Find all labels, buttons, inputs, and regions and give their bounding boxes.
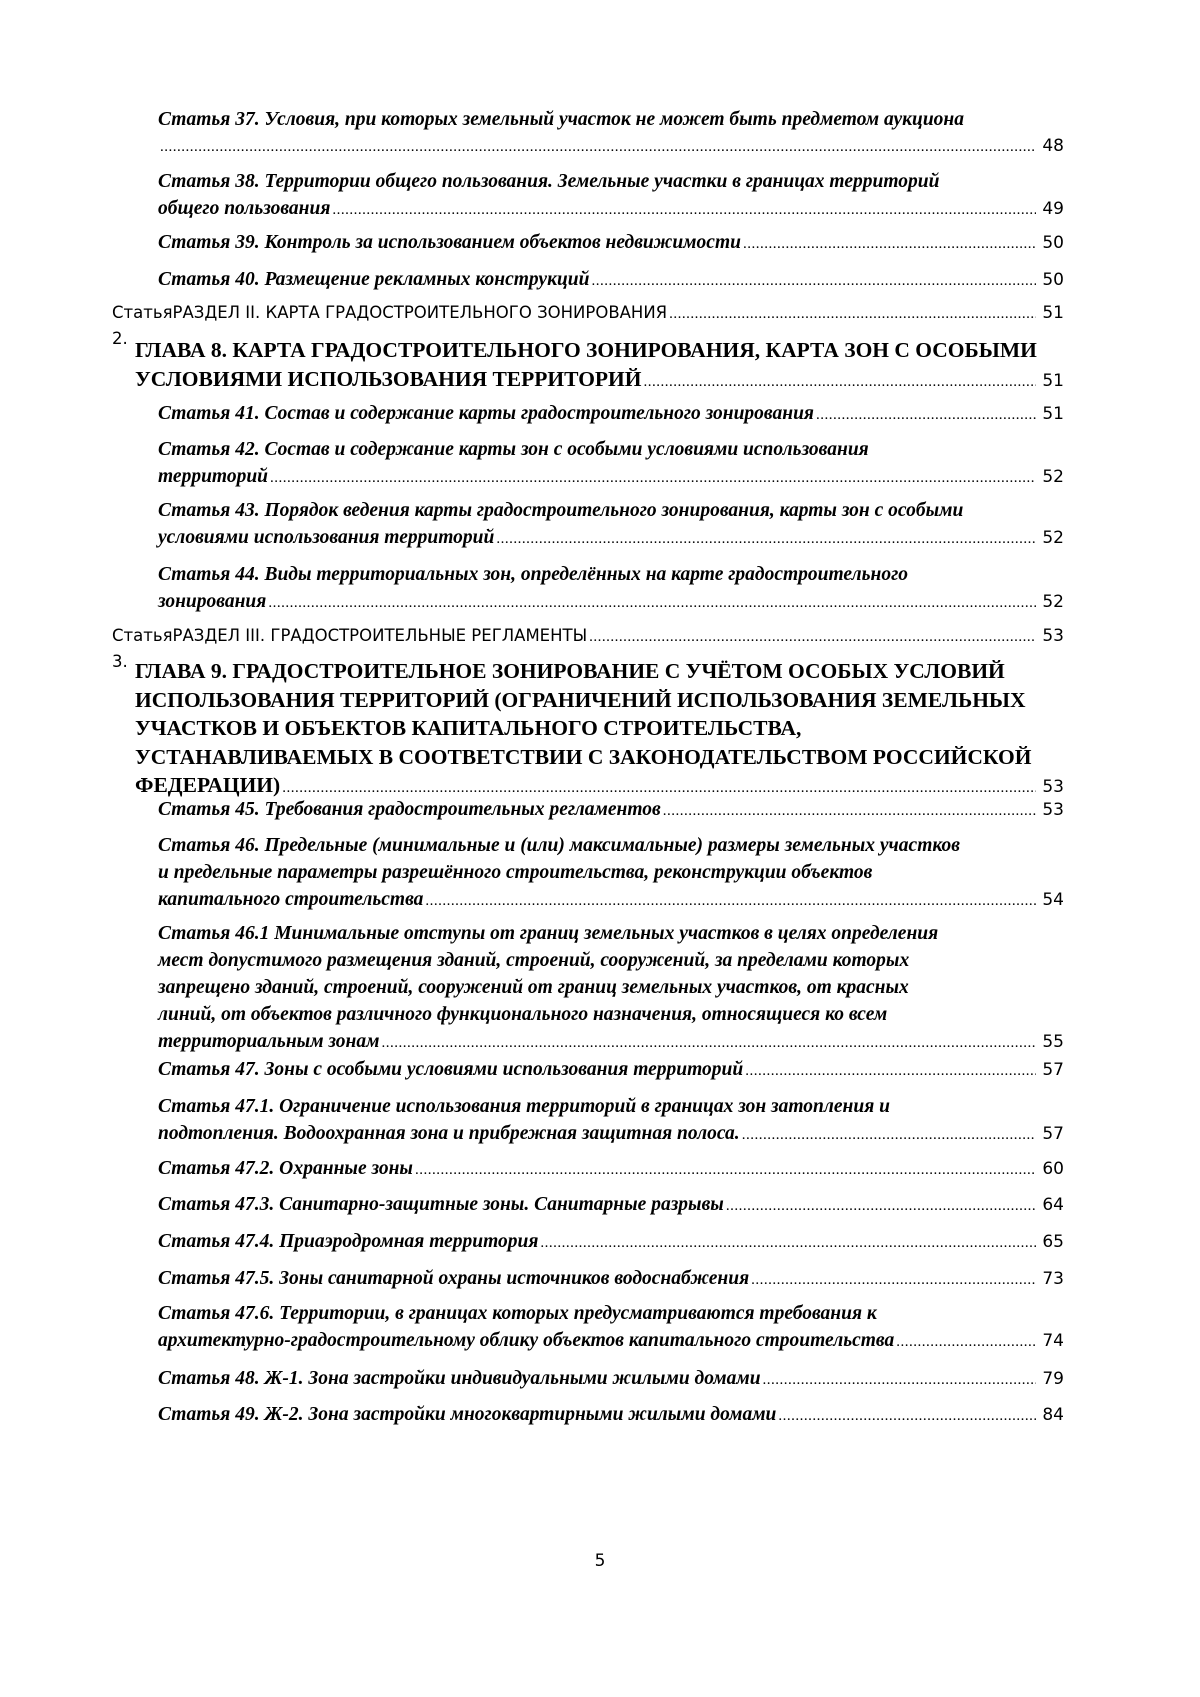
- toc-entry-article[interactable]: [158, 229, 1064, 258]
- toc-entry-text: общего пользования: [158, 198, 331, 219]
- toc-entry-text: Статья 49. Ж-2. Зона застройки многоквартирными жилыми домами: [158, 1404, 777, 1425]
- dot-leader: [332, 197, 1036, 224]
- toc-entry-text: запрещено зданий, строений, сооружений от границ земельных участков, от красных: [158, 977, 909, 998]
- toc-entry-article[interactable]: [158, 1265, 1064, 1294]
- dot-leader: [270, 465, 1036, 492]
- toc-entry-article[interactable]: [158, 1093, 1064, 1149]
- page-number: 5: [594, 1551, 606, 1571]
- toc-entry-text: Статья 40. Размещение рекламных конструкций: [158, 269, 590, 290]
- toc-entry-article[interactable]: [158, 1401, 1064, 1430]
- toc-page-number: 60: [1042, 1159, 1064, 1179]
- toc-entry-text: Статья 47.6. Территории, в границах которых предусматриваются требования к: [158, 1303, 877, 1324]
- toc-page-number: 53: [1042, 626, 1064, 646]
- toc-entry-article[interactable]: [158, 106, 1064, 161]
- toc-entry-article[interactable]: [158, 1155, 1064, 1184]
- toc-entry-article[interactable]: [158, 1365, 1064, 1394]
- toc-entry-text: линий, от объектов различного функционального назначения, относящиеся ко всем: [158, 1004, 888, 1025]
- toc-entry-text: зонирования: [158, 591, 267, 612]
- toc-page-number: 79: [1042, 1369, 1064, 1389]
- toc-entry-text: Статья 47. Зоны с особыми условиями использования территорий: [158, 1059, 744, 1080]
- toc-page-number: 50: [1042, 233, 1064, 253]
- toc-page-number: 57: [1042, 1060, 1064, 1080]
- toc-entry-text: Статья 47.5. Зоны санитарной охраны источников водоснабжения: [158, 1268, 750, 1289]
- toc-entry-text: РАЗДЕЛ III. ГРАДОСТРОИТЕЛЬНЫЕ РЕГЛАМЕНТЫ: [172, 626, 588, 645]
- toc-page-number: 52: [1042, 467, 1064, 487]
- toc-entry-article[interactable]: [158, 1228, 1064, 1257]
- toc-page-number: 51: [1042, 404, 1064, 424]
- dot-leader: [742, 1122, 1037, 1149]
- dot-leader: [896, 1329, 1036, 1356]
- toc-page-number: 57: [1042, 1124, 1064, 1144]
- toc-entry-text: Статья 47.2. Охранные зоны: [158, 1158, 413, 1179]
- toc-entry-article[interactable]: [158, 1191, 1064, 1220]
- toc-entry-article[interactable]: [158, 1056, 1064, 1085]
- toc-entry-text: ГЛАВА 9. ГРАДОСТРОИТЕЛЬНОЕ ЗОНИРОВАНИЕ С УЧЁТОМ ОСОБЫХ УСЛОВИЙ: [135, 659, 1005, 683]
- toc-entry-text: Статья 46. Предельные (минимальные и (или) максимальные) размеры земельных участков: [158, 835, 960, 856]
- toc-entry-text: УСЛОВИЯМИ ИСПОЛЬЗОВАНИЯ ТЕРРИТОРИЙ: [135, 366, 642, 391]
- dot-leader: [778, 1403, 1036, 1430]
- toc-entry-article[interactable]: [158, 497, 1064, 553]
- toc-entry-text: ГЛАВА 8. КАРТА ГРАДОСТРОИТЕЛЬНОГО ЗОНИРОВАНИЯ, КАРТА ЗОН С ОСОБЫМИ: [135, 338, 1037, 362]
- toc-entry-text: Статья 47.1. Ограничение использования территорий в границах зон затопления и: [158, 1096, 890, 1117]
- toc-entry-text: архитектурно-градостроительному облику объектов капитального строительства: [158, 1330, 895, 1351]
- dot-leader: [589, 624, 1036, 650]
- toc-page-number: 53: [1042, 777, 1064, 797]
- toc-entry-text: капитального строительства: [158, 889, 424, 910]
- dot-leader: [415, 1157, 1036, 1184]
- toc-page-number: 48: [1042, 136, 1064, 156]
- dot-leader: [381, 1030, 1036, 1057]
- toc-page-number: 52: [1042, 528, 1064, 548]
- toc-entry-text: ИСПОЛЬЗОВАНИЯ ТЕРРИТОРИЙ (ОГРАНИЧЕНИЙ ИСПОЛЬЗОВАНИЯ ЗЕМЕЛЬНЫХ: [135, 687, 1026, 712]
- dot-leader: [751, 1267, 1036, 1294]
- dot-leader: [816, 402, 1036, 429]
- toc-page-number: 53: [1042, 800, 1064, 820]
- toc-entry-text: Статья 39. Контроль за использованием объектов недвижимости: [158, 232, 741, 253]
- toc-entry-text: территорий: [158, 466, 269, 487]
- toc-entry-text: УСТАНАВЛИВАЕМЫХ В СООТВЕТСТВИИ С ЗАКОНОДАТЕЛЬСТВОМ РОССИЙСКОЙ: [135, 744, 1032, 769]
- toc-page-number: 52: [1042, 592, 1064, 612]
- toc-entry-text: Статья 47.3. Санитарно-защитные зоны. Санитарные разрывы: [158, 1194, 724, 1215]
- dot-leader: [592, 268, 1037, 295]
- toc-page-number: 50: [1042, 270, 1064, 290]
- toc-entry-text: Статья 41. Состав и содержание карты градостроительного зонирования: [158, 403, 814, 424]
- dot-leader: [496, 526, 1036, 553]
- dot-leader: [644, 368, 1037, 397]
- dot-leader: [268, 590, 1036, 617]
- toc-entry-article[interactable]: [158, 796, 1064, 825]
- toc-entry-text: УЧАСТКОВ И ОБЪЕКТОВ КАПИТАЛЬНОГО СТРОИТЕЛЬСТВА,: [135, 716, 802, 740]
- toc-entry-text: Статья 44. Виды территориальных зон, определённых на карте градостроительного: [158, 564, 909, 585]
- toc-page-number: 55: [1042, 1032, 1064, 1052]
- toc-entry-article[interactable]: [158, 1300, 1064, 1356]
- dot-leader: [726, 1193, 1037, 1220]
- toc-entry-text: мест допустимого размещения зданий, строений, сооружений, за пределами которых: [158, 950, 910, 971]
- toc-entry-text: и предельные параметры разрешённого строительства, реконструкции объектов: [158, 862, 873, 883]
- toc-entry-text: Статья 48. Ж-1. Зона застройки индивидуальными жилыми домами: [158, 1368, 761, 1389]
- section-number: Статья 3.: [112, 626, 173, 671]
- toc-entry-article[interactable]: [158, 266, 1064, 295]
- toc-page-number: 49: [1042, 199, 1064, 219]
- toc-entry-chapter[interactable]: [135, 657, 1064, 803]
- toc-page-number: 51: [1042, 370, 1064, 391]
- toc-entry-text: Статья 46.1 Минимальные отступы от границ земельных участков в целях определения: [158, 923, 939, 944]
- toc-entry-article[interactable]: [158, 400, 1064, 429]
- toc-entry-text: территориальным зонам: [158, 1031, 380, 1052]
- dot-leader: [663, 798, 1037, 825]
- toc-entry-text: Статья 37. Условия, при которых земельный участок не может быть предметом аукциона: [158, 109, 964, 130]
- toc-entry-text: Статья 42. Состав и содержание карты зон с особыми условиями использования: [158, 439, 869, 460]
- toc-entry-text: РАЗДЕЛ II. КАРТА ГРАДОСТРОИТЕЛЬНОГО ЗОНИРОВАНИЯ: [172, 303, 668, 322]
- toc-entry-article[interactable]: [158, 168, 1064, 224]
- toc-entry-article[interactable]: [158, 832, 1064, 915]
- dot-leader: [763, 1367, 1037, 1394]
- dot-leader: [669, 301, 1036, 327]
- dot-leader: [745, 1058, 1036, 1085]
- toc-page-number: 84: [1042, 1405, 1064, 1425]
- dot-leader: [425, 888, 1036, 915]
- toc-entry-article[interactable]: [158, 561, 1064, 617]
- toc-page-number: 51: [1042, 303, 1064, 323]
- dot-leader: [540, 1230, 1036, 1257]
- toc-page-number: 74: [1042, 1331, 1064, 1351]
- toc-entry-text: Статья 43. Порядок ведения карты градостроительного зонирования, карты зон с особыми: [158, 500, 964, 521]
- dot-leader: [743, 231, 1036, 258]
- toc-page-number: 73: [1042, 1269, 1064, 1289]
- toc-entry-article[interactable]: [158, 436, 1064, 492]
- section-number: Статья 2.: [112, 303, 173, 348]
- toc-page-number: 65: [1042, 1232, 1064, 1252]
- toc-page-number: 64: [1042, 1195, 1064, 1215]
- toc-entry-article[interactable]: [158, 920, 1064, 1057]
- toc-entry-text: условиями использования территорий: [158, 527, 495, 548]
- toc-entry-text: ФЕДЕРАЦИИ): [135, 773, 281, 797]
- toc-entry-text: подтопления. Водоохранная зона и прибрежная защитная полоса.: [158, 1123, 740, 1144]
- dot-leader: [160, 134, 1036, 161]
- toc-page-number: 54: [1042, 890, 1064, 910]
- toc-entry-text: Статья 47.4. Приаэродромная территория: [158, 1231, 539, 1252]
- toc-entry-chapter[interactable]: [135, 336, 1064, 396]
- toc-entry-text: Статья 45. Требования градостроительных регламентов: [158, 799, 661, 820]
- toc-entry-text: Статья 38. Территории общего пользования. Земельные участки в границах территорий: [158, 171, 940, 192]
